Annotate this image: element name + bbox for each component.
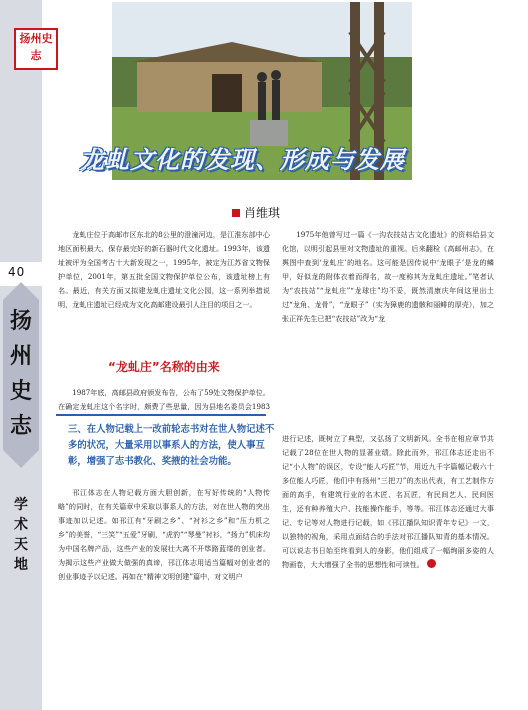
magazine-stamp-logo: 扬州史志 (14, 28, 58, 70)
paragraph (282, 432, 494, 572)
magazine-name-tab (3, 300, 39, 450)
column-1-top (58, 228, 270, 312)
paragraph: 邗江体志在人物记载方面大胆创新，在写好传统的“人物传略”的同时，在有关篇章中采取以事系人的方法，对在世人物的突出事迹加以记述。如邗江有“牙刷之乡”、“衬衫之乡”和“压力机之乡”的美誉，“三笑”“五爱”牙刷，“虎豹”“琴曼”衬衫，“扬力”机床均为中国名牌产品，这些产业的发展壮大离不开筚路蓝缕的创业者。为揭示这些产业做大做强的真谛，邗江体志用适当篇幅对创业者的创业事迹予以记述。再如在“精神文明创建”篇中，对文明户 (58, 488, 270, 581)
column-1-middle (58, 386, 270, 414)
paragraph: 1987年底，高邮县政府颁发布告，公布了59处文物保护单位。在确定龙虬庄这个名字时，颇费了些思量，因为县地名委员会1983 (58, 388, 270, 411)
column-2-bottom (282, 432, 494, 572)
paragraph-text: 进行记述，既树立了典型，又弘扬了文明新风。全书在相应章节共记载了28位在世人物的显著业绩。除此而外，邗江体志还走出不记“小人物”的误区，专设“能人巧匠”节，用近九千字篇幅记载六十多位能人巧匠，他们中有扬州“三把刀”的杰出代表，有工艺制作方面的高手，有建筑行业的名木匠、名瓦匠，有民间艺人、民间医生，还有种养殖大户、技能操作能手，等等。邗江体志还通过大事记、专记等对人物进行记载，如《邗江播队知识青年专记》一文，以独特的视角，采用点面结合的手法对邗江播队知青的基本情况。可以说志书日始至终看到人的身影，他们组成了一幅绚丽多姿的人物画卷，大大增强了全书的思想性和可读性。 (282, 434, 494, 569)
magazine-name: 扬州史志 (9, 308, 32, 439)
section-label: 学术天地 (14, 497, 28, 573)
highlight-divider (56, 414, 266, 416)
end-mark-icon (427, 559, 436, 568)
article-author: 肖维琪 (232, 204, 280, 221)
article-title: 龙虬文化的发现、形成与发展 (80, 146, 405, 174)
paragraph: 1975年他曾写过一篇《一沟农技站古文化遗址》的资料给县文化馆，以明引起县里对文物遗址的重视。后来翻检《高邮州志》，在舆图中查到‘龙虬庄’的地名。这可能是因传说中‘龙眼子’是龙的鳞甲，好似龙的附体衣着而得名，故一度称其为龙虬庄遗址。”笔者认为“农技站”“龙虬庄”“龙球庄”均不妥，既然清康庆年间这里出土过“龙角、龙骨”，“龙眼子”（实为獐鹿的遗骸和丽鲱的厚壳），加之张正祥先生已把“农技站”改为“龙 (282, 230, 494, 323)
page-number: 40 (8, 265, 26, 279)
column-2-top (282, 228, 494, 424)
paragraph: 龙虬庄位于高邮市区东北的8公里的澄潼河边，是江淮东部中心地区面积最大、保存最完好的新石器时代文化遗址。1993年，该遗址被评为全国考古十大新发现之一，1995年，被定为江苏省文物保护单位，2001年，第五批全国文物保护单位公布，该遗址榜上有名。最近，有关方面又拟建龙虬庄遗址文化公园，这一系列举措说明，龙虬庄遗址已经成为文化高邮建设最引人注目的项目之一。 (58, 230, 270, 309)
column-1-bottom (58, 486, 270, 584)
highlight-text: 三、在人物记载上一改前轮志书对在世人物记述不多的状况，大量采用以事系人的方法，使人事互彰，增强了志书教化、奖掖的社会功能。 (68, 424, 275, 467)
subheading: “龙虬庄”名称的由来 (108, 360, 220, 374)
